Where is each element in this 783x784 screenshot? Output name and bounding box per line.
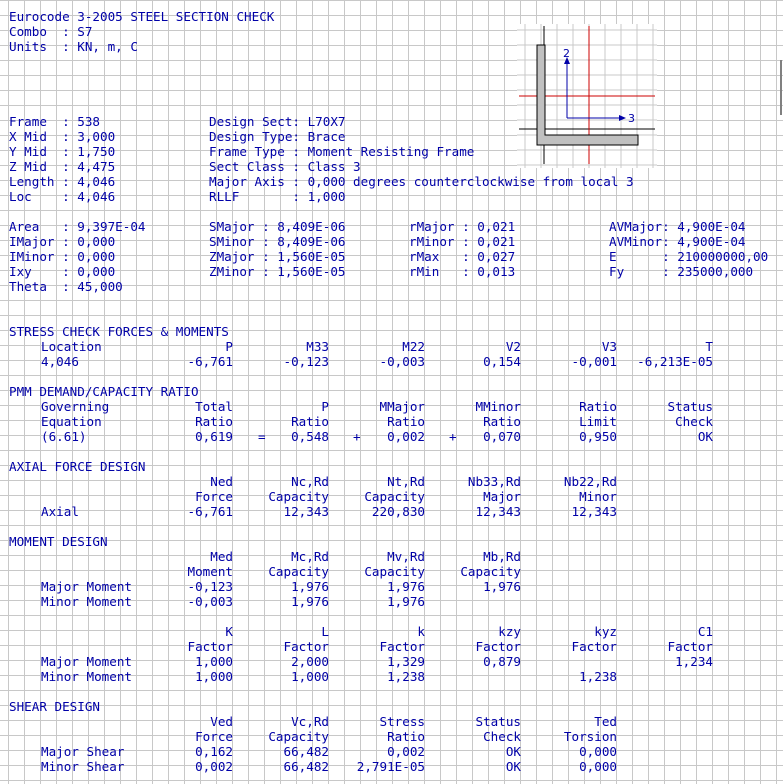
stress-v2-value: 0,154 xyxy=(483,354,521,369)
factor-major-k-lower: 1,329 xyxy=(387,654,425,669)
moment-minor-label: Minor Moment xyxy=(41,594,132,609)
pmm-equation-value: (6.61) xyxy=(41,429,87,444)
prop-fy: Fy : 235000,000 xyxy=(609,264,754,279)
prop-rmin: rMin : 0,013 xyxy=(409,264,516,279)
factor-head2-6: Factor xyxy=(667,639,713,654)
pmm-equals: = xyxy=(258,429,266,444)
prop-sminor: SMinor : 8,409E-06 xyxy=(209,234,346,249)
moment-head-med: Med xyxy=(210,549,233,564)
factor-major-kzy: 0,879 xyxy=(483,654,521,669)
stress-m22-value: -0,003 xyxy=(379,354,425,369)
pmm-mminor-value: 0,070 xyxy=(483,429,521,444)
axial-ned-value: -6,761 xyxy=(187,504,233,519)
moment-major-med: -0,123 xyxy=(187,579,233,594)
stress-v3-value: -0,001 xyxy=(571,354,617,369)
prop-ixy: Ixy : 0,000 xyxy=(9,264,116,279)
axial-head2-capacity-t: Capacity xyxy=(364,489,425,504)
shear-head2-force: Force xyxy=(195,729,233,744)
stress-m33-value: -0,123 xyxy=(283,354,329,369)
factor-minor-k-lower: 1,238 xyxy=(387,669,425,684)
moment-minor-mcrd: 1,976 xyxy=(291,594,329,609)
moment-major-label: Major Moment xyxy=(41,579,132,594)
shear-head2-ratio: Ratio xyxy=(387,729,425,744)
factor-head-c1: C1 xyxy=(697,624,713,639)
frame-type: Frame Type : Moment Resisting Frame xyxy=(209,144,475,159)
shear-head2-capacity: Capacity xyxy=(268,729,329,744)
axial-head-ncrd: Nc,Rd xyxy=(291,474,329,489)
y-mid: Y Mid : 1,750 xyxy=(9,144,116,159)
pmm-head2-ratio: Ratio xyxy=(195,414,233,429)
moment-head-mvrd: Mv,Rd xyxy=(387,549,425,564)
shear-minor-label: Minor Shear xyxy=(41,759,125,774)
moment-head-mcrd: Mc,Rd xyxy=(291,549,329,564)
pmm-total-value: 0,619 xyxy=(195,429,233,444)
moment-major-mvrd: 1,976 xyxy=(387,579,425,594)
factor-head-l: L xyxy=(321,624,329,639)
factor-head2-3: Factor xyxy=(379,639,425,654)
axial-head-ntrd: Nt,Rd xyxy=(387,474,425,489)
shear-major-status: OK xyxy=(505,744,521,759)
sect-class: Sect Class : Class 3 xyxy=(209,159,361,174)
edge-divider xyxy=(780,60,782,115)
axial-head-nb33rd: Nb33,Rd xyxy=(467,474,521,489)
pmm-head-ratio: Ratio xyxy=(579,399,617,414)
pmm-limit-value: 0,950 xyxy=(579,429,617,444)
pmm-head-mminor: MMinor xyxy=(475,399,521,414)
stress-header-t: T xyxy=(705,339,713,354)
rllf: RLLF : 1,000 xyxy=(209,189,346,204)
shear-head-status: Status xyxy=(475,714,521,729)
shear-head2-check: Check xyxy=(483,729,521,744)
factor-head2-1: Factor xyxy=(187,639,233,654)
units-line: Units : KN, m, C xyxy=(9,39,138,54)
prop-area: Area : 9,397E-04 xyxy=(9,219,146,234)
pmm-mmajor-value: 0,002 xyxy=(387,429,425,444)
axial-ncrd-value: 12,343 xyxy=(283,504,329,519)
pmm-head-governing: Governing xyxy=(41,399,110,414)
pmm-head2-mminor-ratio: Ratio xyxy=(483,414,521,429)
stress-header-m33: M33 xyxy=(306,339,329,354)
shear-major-label: Major Shear xyxy=(41,744,125,759)
shear-head-stress: Stress xyxy=(379,714,425,729)
shear-title: SHEAR DESIGN xyxy=(9,699,100,714)
pmm-title: PMM DEMAND/CAPACITY RATIO xyxy=(9,384,199,399)
section-diagram xyxy=(517,24,657,168)
pmm-head-mmajor: MMajor xyxy=(379,399,425,414)
moment-head2-capacity-c: Capacity xyxy=(268,564,329,579)
shear-head-ted: Ted xyxy=(594,714,617,729)
frame-id: Frame : 538 xyxy=(9,114,100,129)
stress-header-m22: M22 xyxy=(402,339,425,354)
pmm-status-value: OK xyxy=(697,429,713,444)
prop-smajor: SMajor : 8,409E-06 xyxy=(209,219,346,234)
prop-rmajor: rMajor : 0,021 xyxy=(409,219,516,234)
prop-avmajor: AVMajor: 4,900E-04 xyxy=(609,219,746,234)
moment-minor-mvrd: 1,976 xyxy=(387,594,425,609)
factor-major-label: Major Moment xyxy=(41,654,132,669)
pmm-head2-p-ratio: Ratio xyxy=(291,414,329,429)
factor-head-kzy: kzy xyxy=(498,624,521,639)
prop-rmax: rMax : 0,027 xyxy=(409,249,516,264)
shear-minor-ted: 0,000 xyxy=(579,759,617,774)
moment-minor-med: -0,003 xyxy=(187,594,233,609)
shear-head2-torsion: Torsion xyxy=(563,729,617,744)
prop-e: E : 210000000,00 xyxy=(609,249,769,264)
axial-head-ned: Ned xyxy=(210,474,233,489)
shear-major-ved: 0,162 xyxy=(195,744,233,759)
major-axis: Major Axis : 0,000 degrees counterclockwise from local 3 xyxy=(209,174,634,189)
stress-p-value: -6,761 xyxy=(187,354,233,369)
factor-major-k-upper: 1,000 xyxy=(195,654,233,669)
shear-major-vcrd: 66,482 xyxy=(283,744,329,759)
x-mid: X Mid : 3,000 xyxy=(9,129,116,144)
factor-head2-4: Factor xyxy=(475,639,521,654)
shear-major-ted: 0,000 xyxy=(579,744,617,759)
shear-major-stress: 0,002 xyxy=(387,744,425,759)
moment-head2-capacity-v: Capacity xyxy=(364,564,425,579)
prop-zmajor: ZMajor : 1,560E-05 xyxy=(209,249,346,264)
prop-theta: Theta : 45,000 xyxy=(9,279,123,294)
factor-minor-label: Minor Moment xyxy=(41,669,132,684)
axial-head2-major: Major xyxy=(483,489,521,504)
pmm-head2-equation: Equation xyxy=(41,414,102,429)
pmm-plus-1: + xyxy=(353,429,361,444)
stress-header-v2: V2 xyxy=(505,339,521,354)
moment-head2-moment: Moment xyxy=(187,564,233,579)
stress-check-title: STRESS CHECK FORCES & MOMENTS xyxy=(9,324,229,339)
factor-head2-5: Factor xyxy=(571,639,617,654)
moment-major-mbrd: 1,976 xyxy=(483,579,521,594)
moment-head2-capacity-b: Capacity xyxy=(460,564,521,579)
stress-header-v3: V3 xyxy=(601,339,617,354)
stress-t-value: -6,213E-05 xyxy=(637,354,713,369)
factor-head2-2: Factor xyxy=(283,639,329,654)
axial-title: AXIAL FORCE DESIGN xyxy=(9,459,146,474)
axial-nb33rd-value: 12,343 xyxy=(475,504,521,519)
shear-minor-ved: 0,002 xyxy=(195,759,233,774)
shear-minor-vcrd: 66,482 xyxy=(283,759,329,774)
axial-head2-capacity-c: Capacity xyxy=(268,489,329,504)
moment-head-mbrd: Mb,Rd xyxy=(483,549,521,564)
prop-iminor: IMinor : 0,000 xyxy=(9,249,116,264)
pmm-p-value: 0,548 xyxy=(291,429,329,444)
factor-minor-l: 1,000 xyxy=(291,669,329,684)
factor-head-k-upper: K xyxy=(225,624,233,639)
pmm-head2-limit: Limit xyxy=(579,414,617,429)
shear-head-vcrd: Vc,Rd xyxy=(291,714,329,729)
axial-nb22rd-value: 12,343 xyxy=(571,504,617,519)
axial-ntrd-value: 220,830 xyxy=(371,504,425,519)
axis-2-label: 2 xyxy=(563,47,570,60)
pmm-head-p: P xyxy=(321,399,329,414)
loc: Loc : 4,046 xyxy=(9,189,116,204)
axial-head2-force: Force xyxy=(195,489,233,504)
shear-minor-stress: 2,791E-05 xyxy=(356,759,425,774)
pmm-head-status: Status xyxy=(667,399,713,414)
moment-title: MOMENT DESIGN xyxy=(9,534,108,549)
axial-row-label: Axial xyxy=(41,504,79,519)
shear-minor-status: OK xyxy=(505,759,521,774)
axial-head-nb22rd: Nb22,Rd xyxy=(563,474,617,489)
pmm-head2-check: Check xyxy=(675,414,713,429)
pmm-plus-2: + xyxy=(449,429,457,444)
stress-header-location: Location xyxy=(41,339,102,354)
design-type: Design Type: Brace xyxy=(209,129,346,144)
prop-rminor: rMinor : 0,021 xyxy=(409,234,516,249)
length: Length : 4,046 xyxy=(9,174,116,189)
stress-header-p: P xyxy=(225,339,233,354)
pmm-head2-mmajor-ratio: Ratio xyxy=(387,414,425,429)
factor-major-c1: 1,234 xyxy=(675,654,713,669)
design-sect: Design Sect: L70X7 xyxy=(209,114,346,129)
shear-head-ved: Ved xyxy=(210,714,233,729)
combo-line: Combo : S7 xyxy=(9,24,93,39)
factor-minor-k-upper: 1,000 xyxy=(195,669,233,684)
stress-location-value: 4,046 xyxy=(41,354,79,369)
factor-minor-kyz: 1,238 xyxy=(579,669,617,684)
moment-major-mcrd: 1,976 xyxy=(291,579,329,594)
axial-head2-minor: Minor xyxy=(579,489,617,504)
pmm-head-total: Total xyxy=(195,399,233,414)
factor-head-k-lower: k xyxy=(417,624,425,639)
prop-imajor: IMajor : 0,000 xyxy=(9,234,116,249)
factor-head-kyz: kyz xyxy=(594,624,617,639)
prop-zminor: ZMinor : 1,560E-05 xyxy=(209,264,346,279)
z-mid: Z Mid : 4,475 xyxy=(9,159,116,174)
axis-3-label: 3 xyxy=(628,112,635,125)
factor-major-l: 2,000 xyxy=(291,654,329,669)
prop-avminor: AVMinor: 4,900E-04 xyxy=(609,234,746,249)
report-title: Eurocode 3-2005 STEEL SECTION CHECK xyxy=(9,9,275,24)
